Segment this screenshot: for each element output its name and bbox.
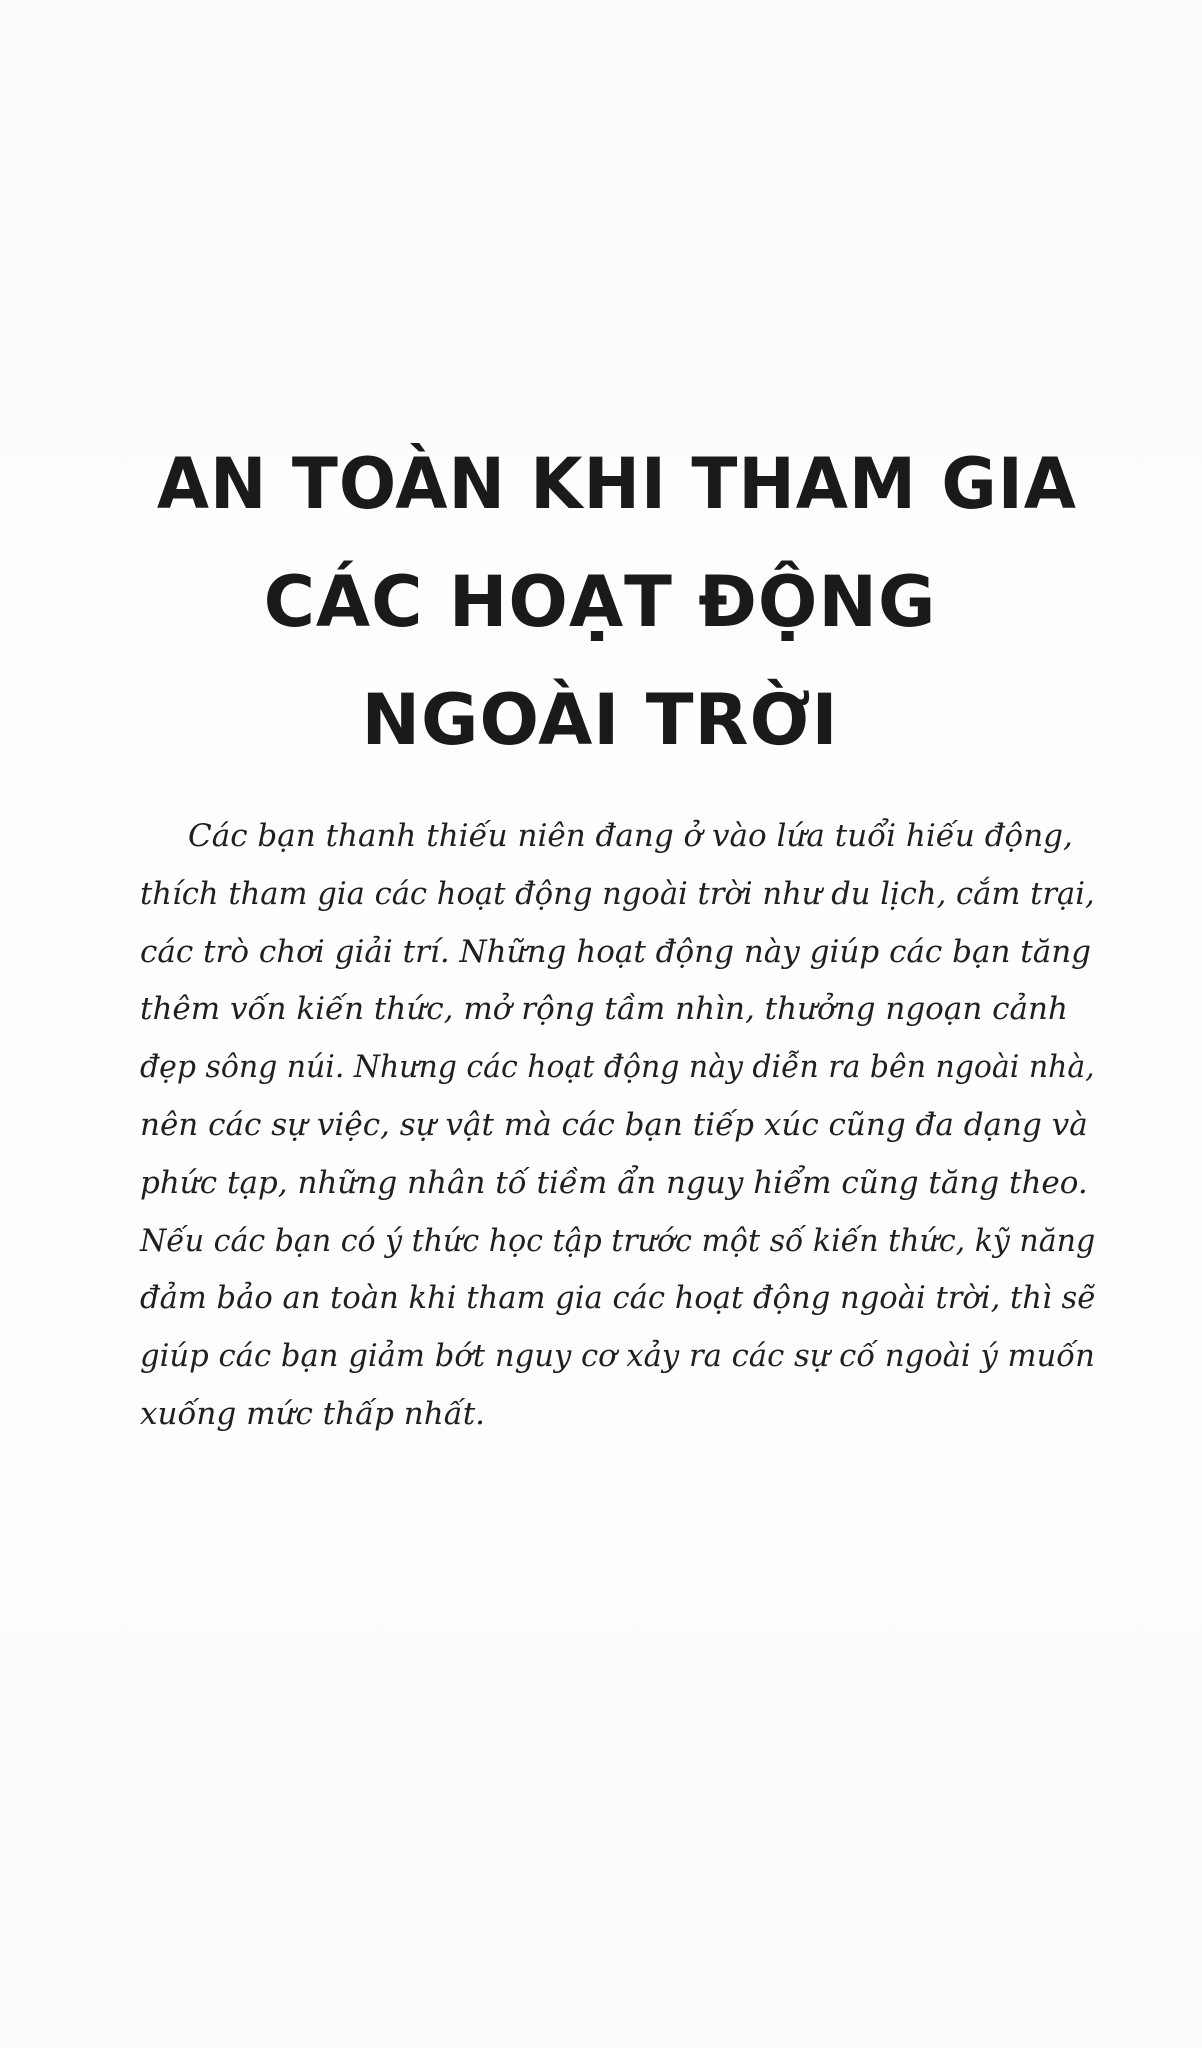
- body-line: nên các sự việc, sự vật mà các bạn tiếp xúc cũng đa dạng và: [140, 1106, 1088, 1143]
- body-line: xuống mức thấp nhất.: [140, 1395, 486, 1432]
- body-paragraph: [140, 808, 1095, 1444]
- chapter-title: [140, 425, 1077, 779]
- body-line: Các bạn thanh thiếu niên đang ở vào lứa tuổi hiếu động,: [188, 818, 1073, 854]
- body-line: giúp các bạn giảm bớt nguy cơ xảy ra các sự cố ngoài ý muốn: [140, 1338, 1095, 1375]
- body-line: đẹp sông núi. Nhưng các hoạt động này diễn ra bên ngoài nhà,: [140, 1049, 1095, 1086]
- chapter-title-line-1: AN TOÀN KHI THAM GIA: [156, 443, 1077, 525]
- chapter-title-line-2: CÁC HOẠT ĐỘNG: [263, 561, 937, 643]
- chapter-title-line-3: NGOÀI TRỜI: [361, 679, 839, 761]
- body-line: thêm vốn kiến thức, mở rộng tầm nhìn, thưởng ngoạn cảnh: [140, 991, 1068, 1028]
- body-line: các trò chơi giải trí. Những hoạt động này giúp các bạn tăng: [140, 933, 1092, 970]
- body-line: phức tạp, những nhân tố tiềm ẩn nguy hiểm cũng tăng theo.: [140, 1164, 1088, 1201]
- body-line: Nếu các bạn có ý thức học tập trước một số kiến thức, kỹ năng: [140, 1222, 1096, 1259]
- body-line: đảm bảo an toàn khi tham gia các hoạt động ngoài trời, thì sẽ: [140, 1280, 1096, 1317]
- body-line: thích tham gia các hoạt động ngoài trời như du lịch, cắm trại,: [140, 875, 1095, 912]
